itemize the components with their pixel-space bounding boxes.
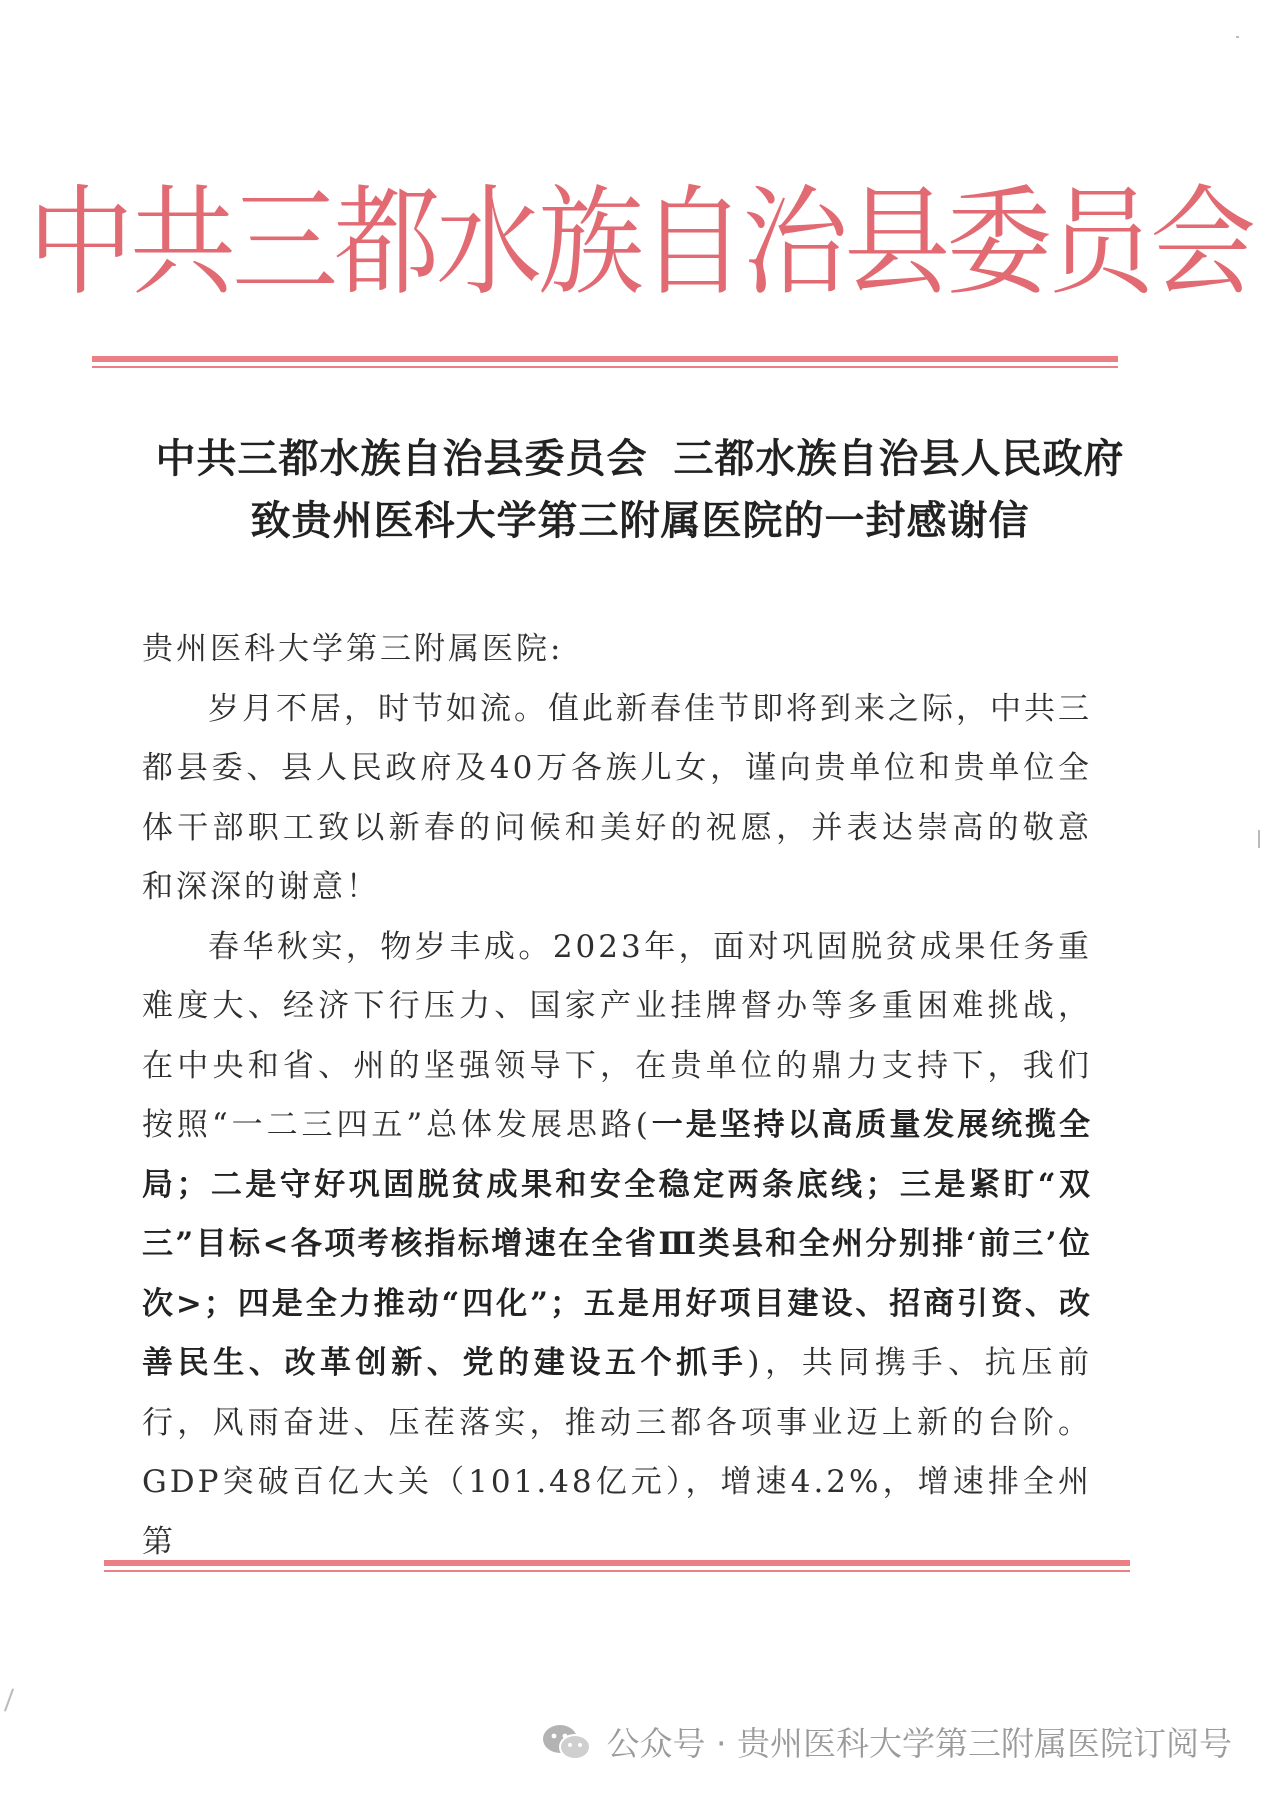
paragraph-lead-text: 春华秋实，物岁丰成。2023年，面对巩固脱贫成果任务重难度大、经济下行压力、国家产业挂牌督办等多重困难挑战，在中央和省、州的坚强领导下，在贵单位的鼎力支持下，我们按照“一二三四五”总体发展思路(	[142, 928, 1092, 1143]
letterhead-red-rule	[92, 356, 1118, 368]
paragraph-achievements	[142, 918, 1092, 1573]
scan-speck	[1236, 36, 1239, 38]
paragraph-tail-text: )，共同携手、抗压前行，风雨奋进、压茬落实，推动三都各项事业迈上新的台阶。GDP突破百亿大关（101.48亿元），增速4.2%，增速排全州第	[142, 1345, 1093, 1560]
paragraph-greeting: 岁月不居，时节如流。值此新春佳节即将到来之际，中共三都县委、县人民政府及40万各族儿女，谨向贵单位和贵单位全体干部职工致以新春的问候和美好的祝愿，并表达崇高的敬意和深深的谢意！	[142, 690, 1092, 905]
salutation: 贵州医科大学第三附属医院:	[142, 631, 564, 667]
letterhead-title: 中共三都水族自治县委员会	[28, 173, 1252, 312]
watermark	[541, 1718, 1232, 1765]
title-sender-1: 中共三都水族自治县委员会	[155, 435, 648, 482]
footer-red-rule	[104, 1560, 1130, 1572]
title-line-1	[0, 428, 1280, 490]
letter-body	[142, 620, 1092, 1572]
watermark-text: 公众号 · 贵州医科大学第三附属医院订阅号	[606, 1724, 1232, 1763]
scan-speck	[1258, 830, 1260, 848]
scan-speck	[4, 1688, 14, 1711]
wechat-icon	[541, 1722, 593, 1762]
letter-title	[0, 428, 1280, 552]
title-line-2: 致贵州医科大学第三附属医院的一封感谢信	[250, 497, 1030, 544]
title-sender-2: 三都水族自治县人民政府	[673, 435, 1125, 482]
paragraph-bold-text: 一是坚持以高质量发展统揽全局；二是守好巩固脱贫成果和安全稳定两条底线；三是紧盯“双三”目标<各项考核指标增速在全省Ⅲ类县和全州分别排‘前三’位次>；四是全力推动“四化”；五是用好项目建设、招商引资、改善民生、改革创新、党的建设五个抓手	[142, 1107, 1092, 1381]
